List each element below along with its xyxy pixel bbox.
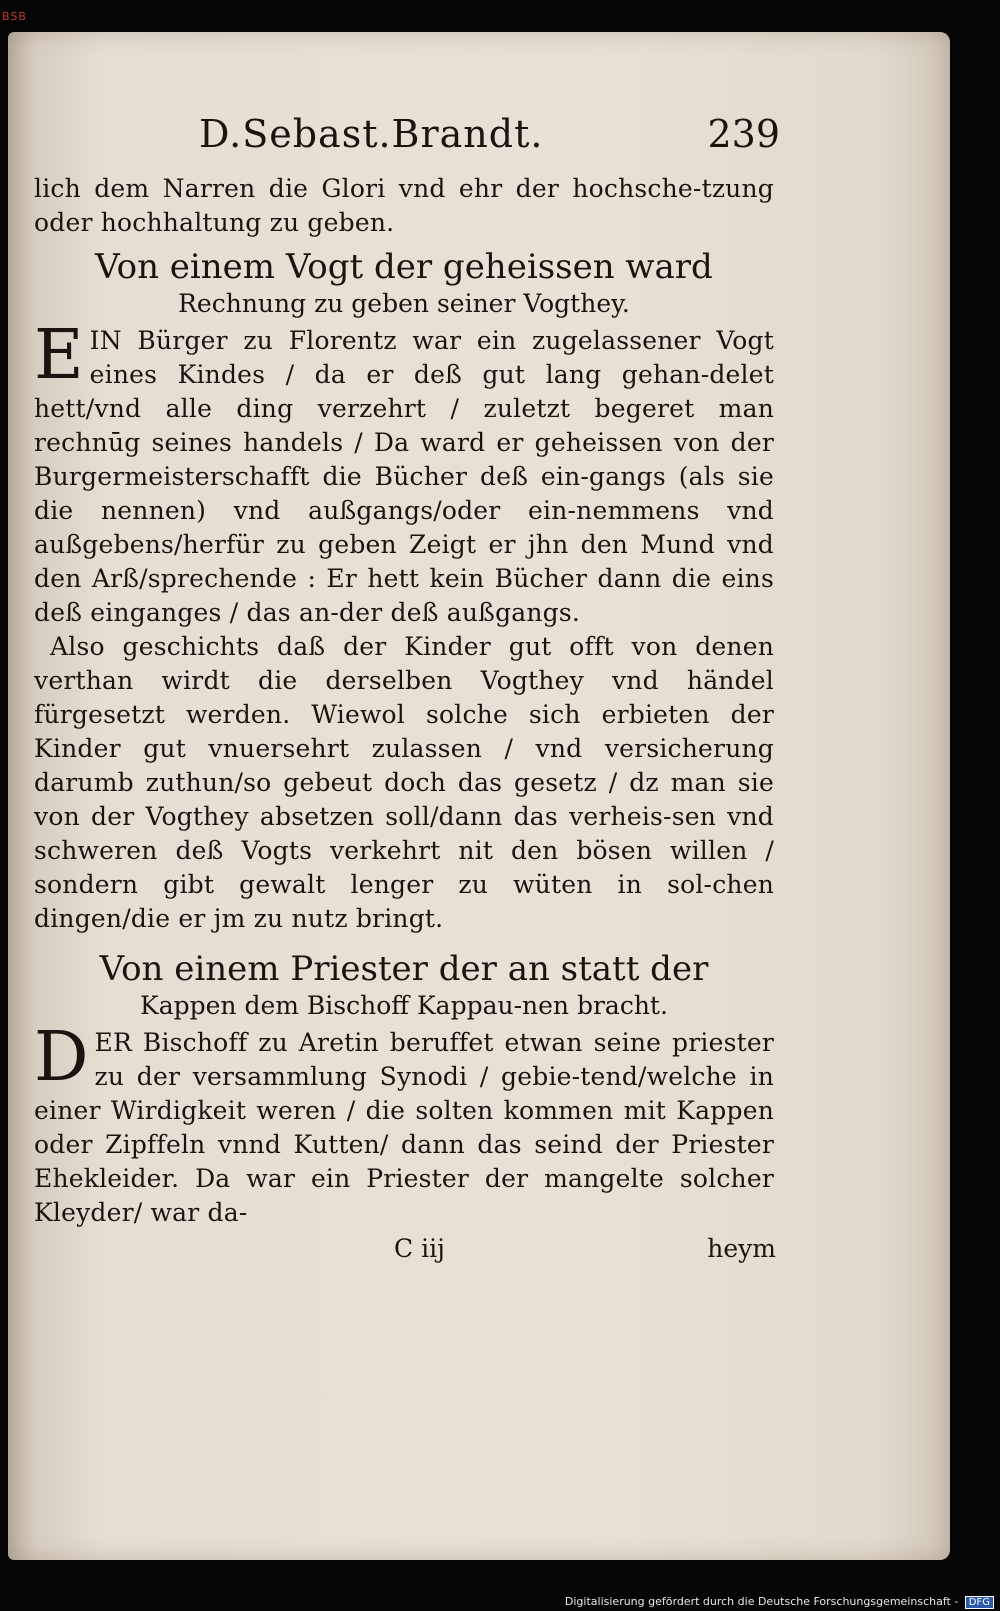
running-head <box>34 112 780 172</box>
section-heading-priester <box>34 948 774 1022</box>
section-heading-priester-line1: Von einem Priester der an statt der <box>99 949 709 989</box>
catchword: heym <box>707 1234 776 1263</box>
page-number: 239 <box>707 112 780 156</box>
digitization-credit <box>565 1595 994 1609</box>
page-text-block <box>34 112 780 1270</box>
credit-text: Digitalisierung gefördert durch die Deutsche Forschungsgemeinschaft - <box>564 1595 959 1608</box>
signature-mark: C iij <box>394 1234 445 1263</box>
section-body-vogt <box>34 316 774 936</box>
drop-capital: E <box>34 316 84 395</box>
intro-paragraph: lich dem Narren die Glori vnd ehr der hochsche-tzung oder hochhaltung zu geben. <box>34 174 774 237</box>
book-page <box>8 32 950 1560</box>
dfg-logo-icon: DFG <box>965 1596 994 1609</box>
paragraph: IN Bürger zu Florentz war ein zugelassener Vogt eines Kindes / da er deß gut lang gehan-delet hett/vnd alle ding verzehrt / zuletzt begeret man rechnūg seines handels / Da ward er geheissen von der Burgermeisterschafft die Bücher deß ein-gangs (als sie die nennen) vnd außgangs/oder ein-nemmens vnd außgebens/herfür zu geben Zeigt er jhn den Mund vnd den Arß/sprechende : Er hett kein Bücher dann die eins deß einganges / das an-der deß außgangs. <box>34 326 774 627</box>
page-footer <box>34 1230 774 1270</box>
section-heading-vogt-rest: Rechnung zu geben seiner Vogthey. <box>178 289 630 318</box>
drop-capital: D <box>34 1018 89 1097</box>
section-heading-priester-rest: Kappen dem Bischoff Kappau-nen bracht. <box>140 991 668 1020</box>
section-heading-vogt-line1: Von einem Vogt der geheissen ward <box>95 247 713 287</box>
paragraph: ER Bischoff zu Aretin beruffet etwan seine priester zu der versammlung Synodi / gebie-tend/welche in einer Wirdigkeit weren / die solten kommen mit Kappen oder Zipffeln vnnd Kutten/ dann das seind der Priester Ehekleider. Da war ein Priester der mangelte solcher Kleyder/ war da- <box>34 1028 774 1227</box>
section-heading-vogt <box>34 246 774 320</box>
library-corner-mark: BSB <box>2 10 27 23</box>
section-body-priester <box>34 1018 774 1230</box>
running-head-title: D.Sebast.Brandt. <box>199 112 544 156</box>
paragraph: Also geschichts daß der Kinder gut offt von denen verthan wirdt die derselben Vogthey vnd händel fürgesetzt werden. Wiewol solche sich erbieten der Kinder gut vnuersehrt zulassen / vnd versicherung darumb zuthun/so gebeut doch das gesetz / dz man sie von der Vogthey absetzen soll/dann das verheis-sen vnd schweren deß Vogts verkehrt nit den bösen willen / sondern gibt gewalt lenger zu wüten in sol-chen dingen/die er jm zu nutz bringt. <box>34 632 774 933</box>
